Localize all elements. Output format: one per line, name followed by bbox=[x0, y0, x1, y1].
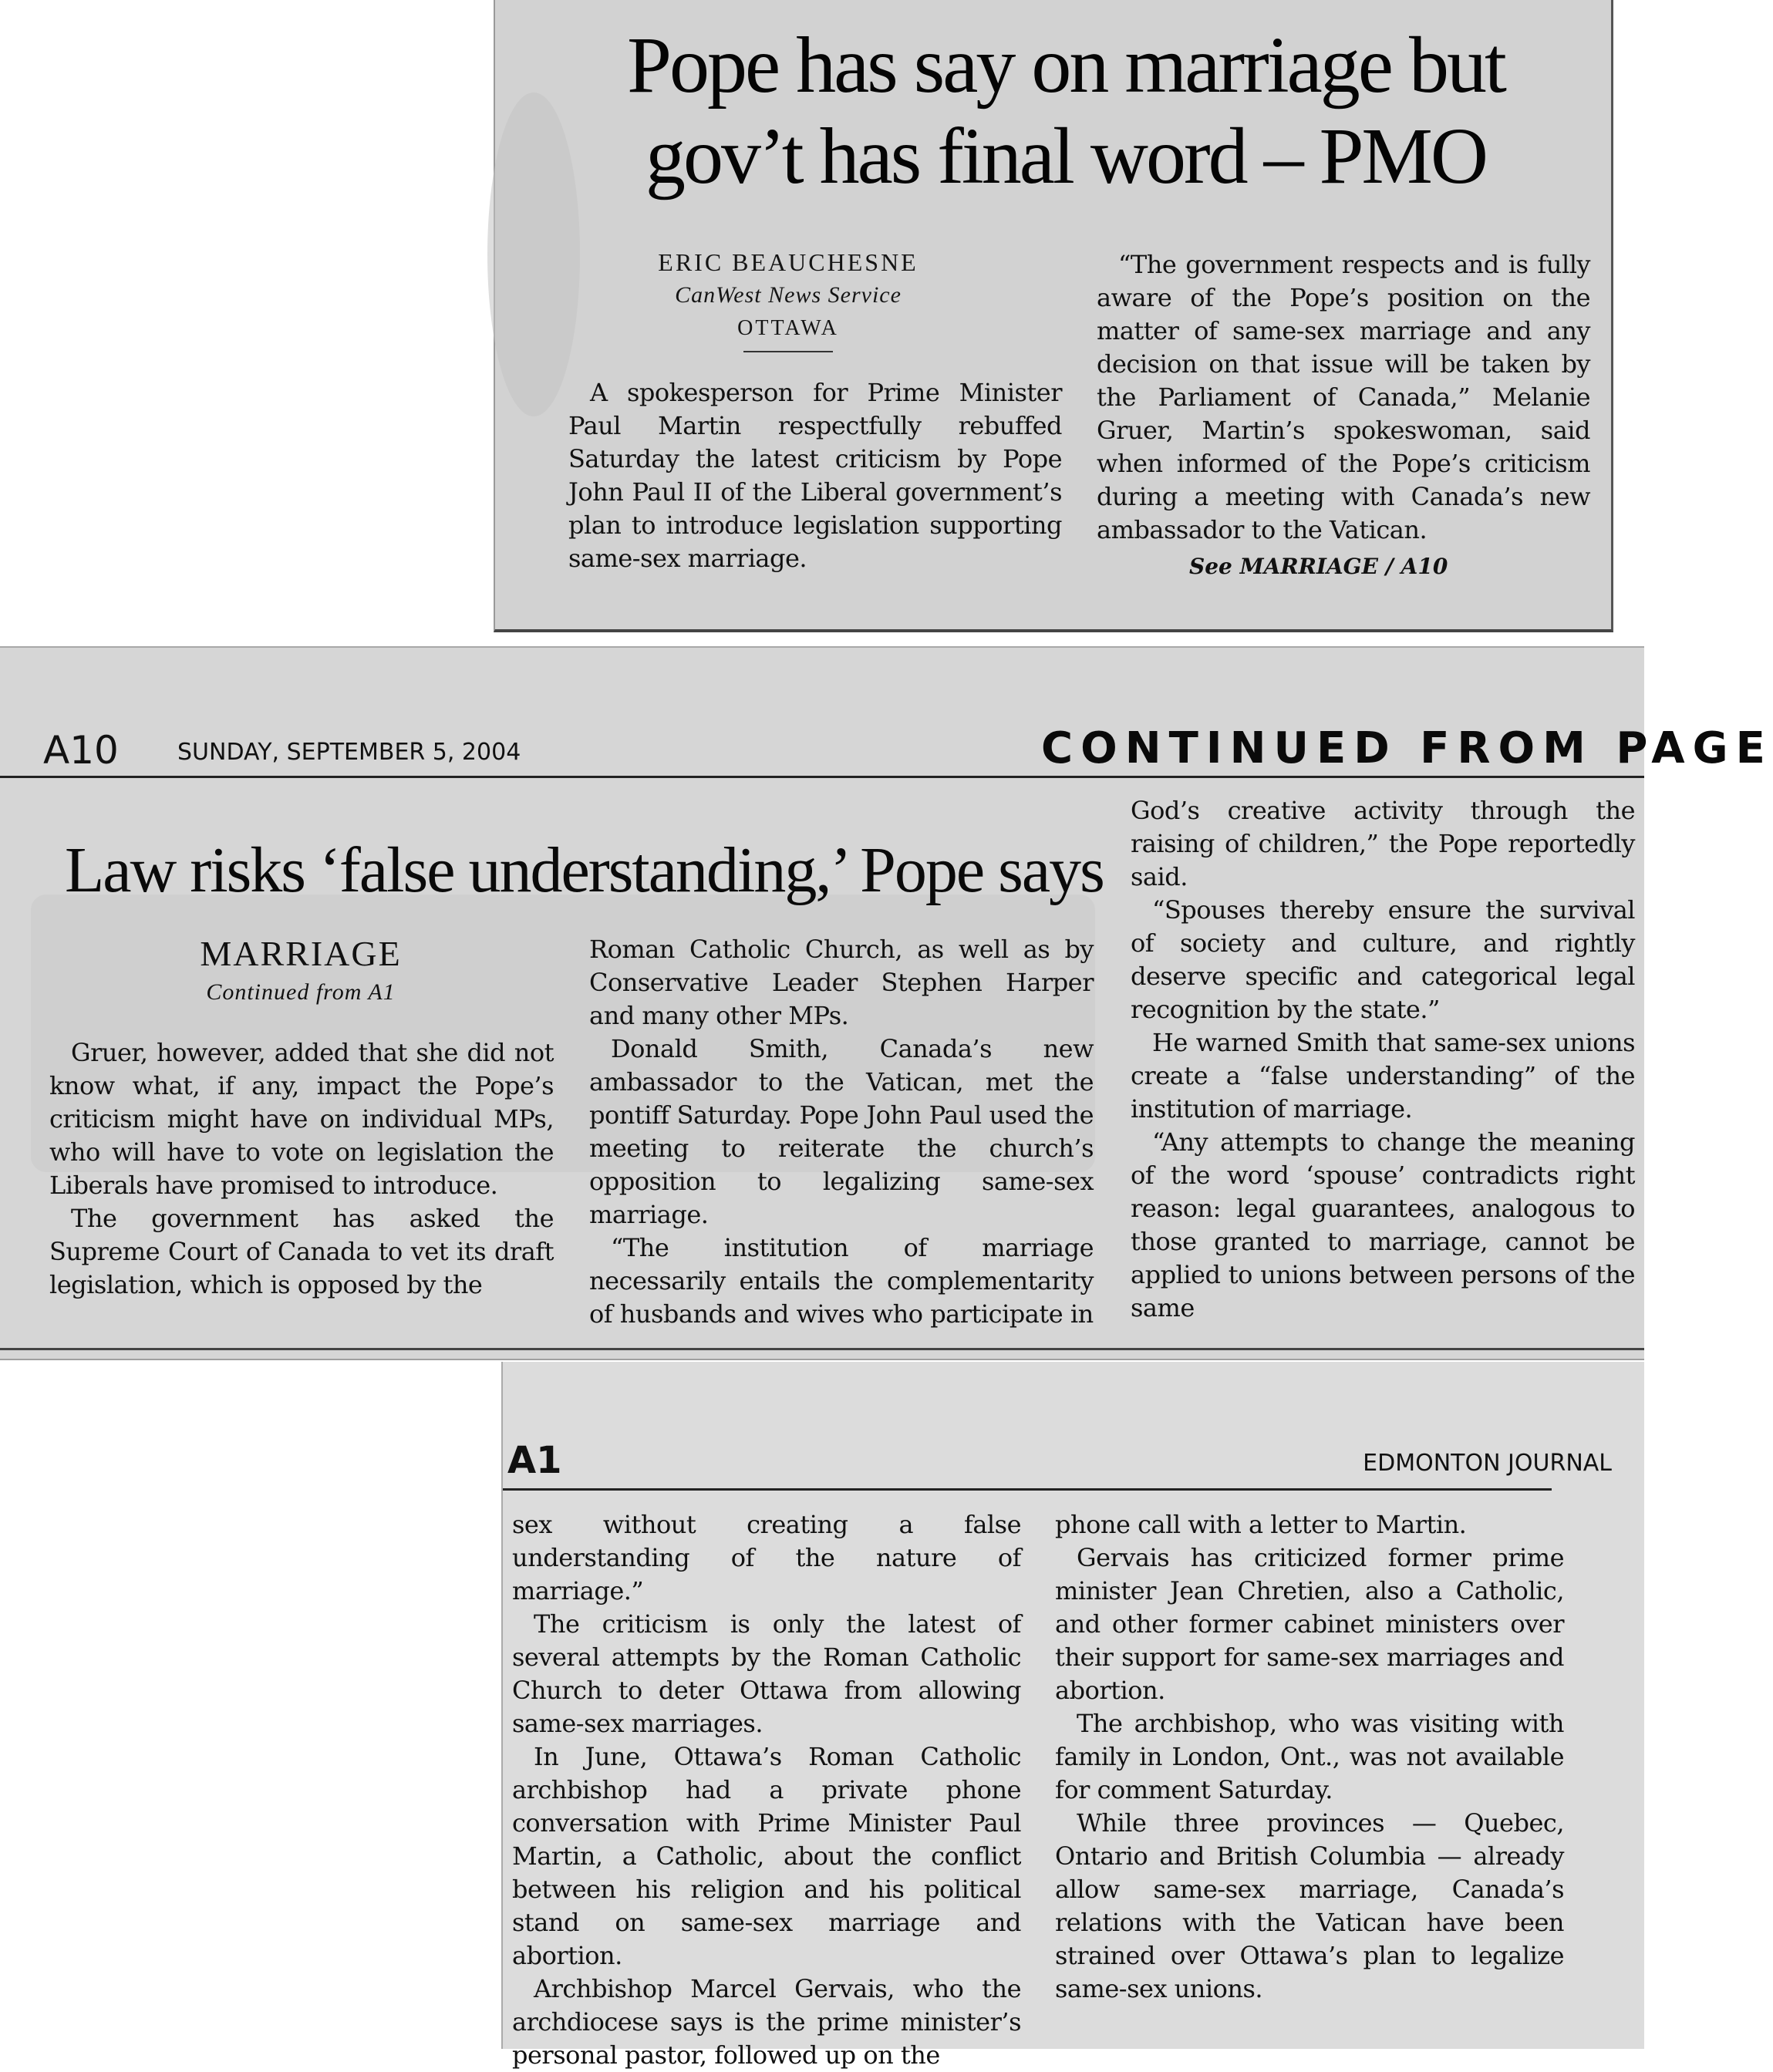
header-rule bbox=[0, 776, 1644, 778]
paragraph: A spokesperson for Prime Minister Paul Martin respectfully rebuffed Saturday the latest criticism by Pope John Paul II of the Liberal government’s plan to introduce legislation supporting same-sex marriage. bbox=[568, 378, 1062, 573]
article-column-1 bbox=[49, 1036, 554, 1302]
byline-name: ERIC BEAUCHESNE bbox=[658, 248, 919, 276]
paragraph: phone call with a letter to Martin. bbox=[1055, 1510, 1467, 1539]
headline: Law risks ‘false understanding,’ Pope says bbox=[65, 834, 1104, 906]
article-column-2 bbox=[589, 933, 1094, 1331]
jump-subhead: Continued from A1 bbox=[206, 979, 396, 1005]
article-column-2 bbox=[1097, 248, 1590, 547]
top-clipping bbox=[494, 0, 1613, 632]
article-column-1 bbox=[512, 1508, 1021, 2072]
paragraph: While three provinces — Quebec, Ontario and British Columbia — already allow same-sex marriage, Canada’s relations with the Vatican have been strained over Ottawa’s plan to legalize same-sex unions. bbox=[1055, 1808, 1564, 2003]
bottom-rule bbox=[0, 1348, 1644, 1350]
byline-city: OTTAWA bbox=[737, 316, 839, 340]
section-header: CONTINUED FROM PAGE bbox=[1041, 723, 1773, 773]
page-label: A10 bbox=[43, 728, 119, 773]
paragraph: Donald Smith, Canada’s new ambassador to the Vatican, met the pontiff Saturday. Pope John Paul used the meeting to reiterate the church’s opposition to legalizing same-sex marriage. bbox=[589, 1034, 1094, 1229]
newspaper-name: EDMONTON JOURNAL bbox=[1363, 1450, 1612, 1477]
paragraph: “Spouses thereby ensure the survival of society and culture, and rightly deserve specific and categorical legal recognition by the state.” bbox=[1131, 895, 1635, 1024]
paragraph: Gervais has criticized former prime minister Jean Chretien, also a Catholic, and other former cabinet ministers over their support for same-sex marriages and abortion. bbox=[1055, 1543, 1564, 1705]
headline: Pope has say on marriage but gov’t has final word – PMO bbox=[627, 21, 1505, 200]
paragraph: Gruer, however, added that she did not know what, if any, impact the Pope’s criticism might have on individual MPs, who will have to vote on legislation the Liberals have promised to introduce. bbox=[49, 1038, 554, 1200]
middle-clipping bbox=[0, 646, 1773, 1360]
paragraph: Roman Catholic Church, as well as by Conservative Leader Stephen Harper and many other MPs. bbox=[589, 935, 1094, 1030]
page-date: SUNDAY, SEPTEMBER 5, 2004 bbox=[177, 739, 521, 766]
paragraph: In June, Ottawa’s Roman Catholic archbishop had a private phone conversation with Prime Minister Paul Martin, a Catholic, about the conflict between his religion and his political stand on same-sex marriage and abortion. bbox=[512, 1742, 1021, 1970]
paragraph: The criticism is only the latest of several attempts by the Roman Catholic Church to deter Ottawa from allowing same-sex marriages. bbox=[512, 1609, 1021, 1738]
paragraph: Archbishop Marcel Gervais, who the archdiocese says is the prime minister’s personal pastor, followed up on the bbox=[512, 1974, 1021, 2070]
see-reference: See MARRIAGE / A10 bbox=[1189, 554, 1448, 579]
paragraph: The archbishop, who was visiting with family in London, Ont., was not available for comment Saturday. bbox=[1055, 1709, 1564, 1804]
article-column-1 bbox=[568, 376, 1062, 575]
paragraph: The government has asked the Supreme Court of Canada to vet its draft legislation, which is opposed by the bbox=[49, 1204, 554, 1299]
article-column-2 bbox=[1055, 1508, 1564, 2006]
paragraph: “Any attempts to change the meaning of the word ‘spouse’ contradicts right reason: legal guarantees, analogous to those granted to marriage, cannot be applied to unions between persons of the same bbox=[1131, 1127, 1635, 1322]
bottom-clipping bbox=[501, 1362, 1644, 2070]
paragraph: sex without creating a false understanding of the nature of marriage.” bbox=[512, 1510, 1021, 1605]
paragraph: God’s creative activity through the raising of children,” the Pope reportedly said. bbox=[1131, 796, 1635, 891]
paragraph: He warned Smith that same-sex unions create a “false understanding” of the institution of marriage. bbox=[1131, 1028, 1635, 1124]
byline-rule bbox=[743, 351, 833, 352]
page-label: A1 bbox=[507, 1439, 562, 1482]
byline-service: CanWest News Service bbox=[675, 282, 902, 308]
jump-head: MARRIAGE bbox=[200, 934, 402, 973]
paragraph: “The institution of marriage necessarily entails the complementarity of husbands and wives who participate in bbox=[589, 1233, 1094, 1329]
header-rule bbox=[503, 1488, 1552, 1491]
article-column-3 bbox=[1131, 794, 1635, 1325]
paragraph: “The government respects and is fully aware of the Pope’s position on the matter of same-sex marriage and any decision on that issue will be taken by the Parliament of Canada,” Melanie Gruer, Martin’s spokeswoman, said when informed of the Pope’s criticism during a meeting with Canada’s new ambassador to the Vatican. bbox=[1097, 250, 1590, 544]
